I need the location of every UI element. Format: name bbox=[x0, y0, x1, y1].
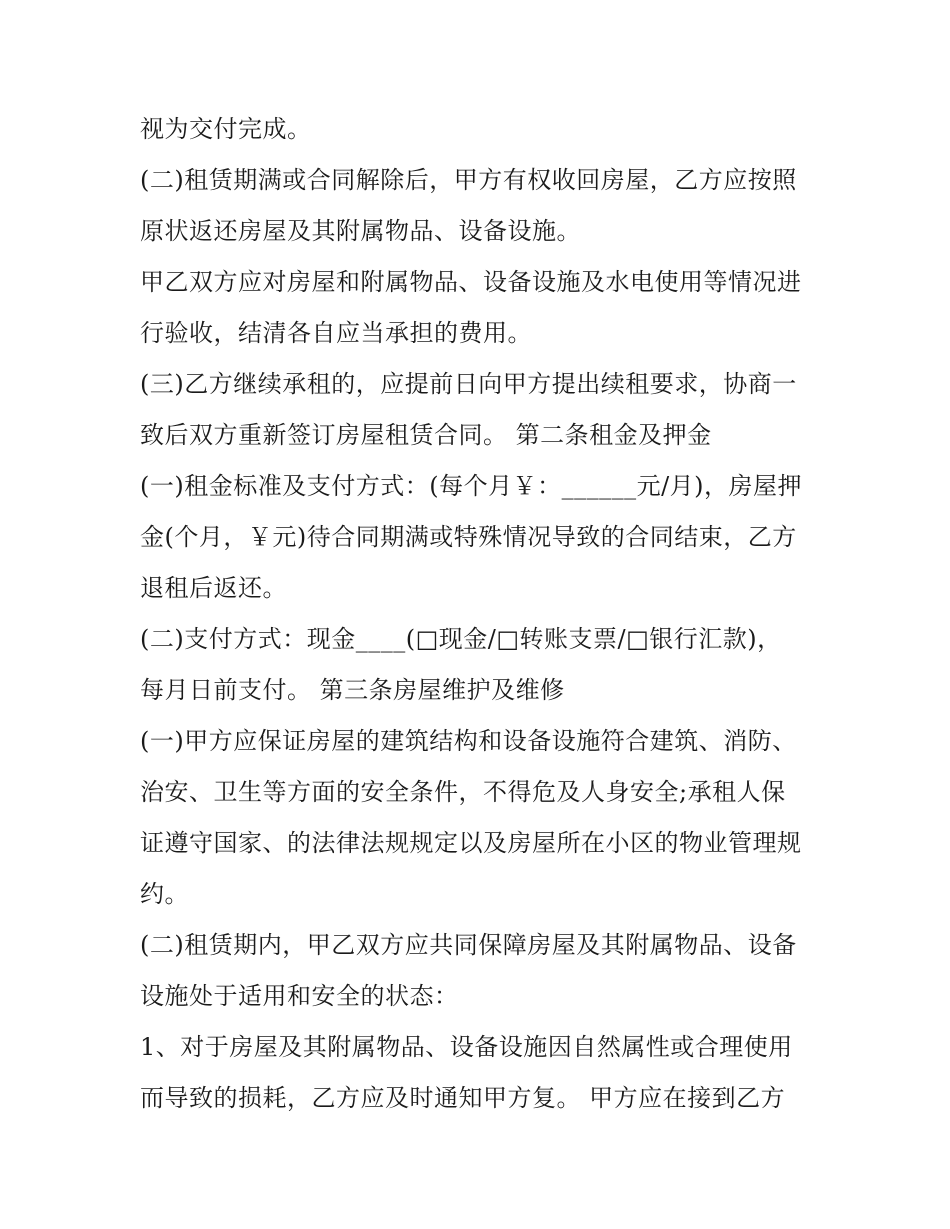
text-line: 原状返还房屋及其附属物品、设备设施。 bbox=[140, 217, 581, 245]
text-line: 证遵守国家、的法律法规规定以及房屋所在小区的物业管理规 bbox=[140, 829, 802, 857]
text-line: 治安、卫生等方面的安全条件，不得危及人身安全;承租人保 bbox=[140, 778, 786, 806]
text-line: 视为交付完成。 bbox=[140, 115, 312, 143]
text-line: 1、对于房屋及其附属物品、设备设施因自然属性或合理使用 bbox=[140, 1033, 793, 1061]
text-line: 每月日前支付。 第三条房屋维护及维修 bbox=[140, 676, 565, 704]
text-line: 金(个月，￥元)待合同期满或特殊情况导致的合同结束，乙方 bbox=[140, 523, 797, 551]
text-line: 约。 bbox=[140, 880, 189, 908]
text-line: 甲乙双方应对房屋和附属物品、设备设施及水电使用等情况进 bbox=[140, 268, 802, 296]
text-line: 行验收，结清各自应当承担的费用。 bbox=[140, 319, 532, 347]
text-line: (三)乙方继续承租的，应提前日向甲方提出续租要求，协商一 bbox=[140, 370, 797, 398]
text-line: (一)甲方应保证房屋的建筑结构和设备设施符合建筑、消防、 bbox=[140, 727, 797, 755]
text-line: (二)租赁期内，甲乙双方应共同保障房屋及其附属物品、设备 bbox=[140, 931, 797, 959]
text-line: (二)租赁期满或合同解除后，甲方有权收回房屋，乙方应按照 bbox=[140, 166, 797, 194]
text-line: (二)支付方式：现金____(□现金/□转账支票/□银行汇款)， bbox=[140, 625, 782, 653]
text-line: (一)租金标准及支付方式：(每个月￥：______元/月)，房屋押 bbox=[140, 472, 803, 500]
text-line: 设施处于适用和安全的状态： bbox=[140, 982, 459, 1010]
text-line: 致后双方重新签订房屋租赁合同。 第二条租金及押金 bbox=[140, 421, 712, 449]
text-line: 而导致的损耗，乙方应及时通知甲方复。 甲方应在接到乙方 bbox=[140, 1084, 786, 1112]
text-line: 退租后返还。 bbox=[140, 574, 287, 602]
contract-text bbox=[140, 104, 830, 1124]
